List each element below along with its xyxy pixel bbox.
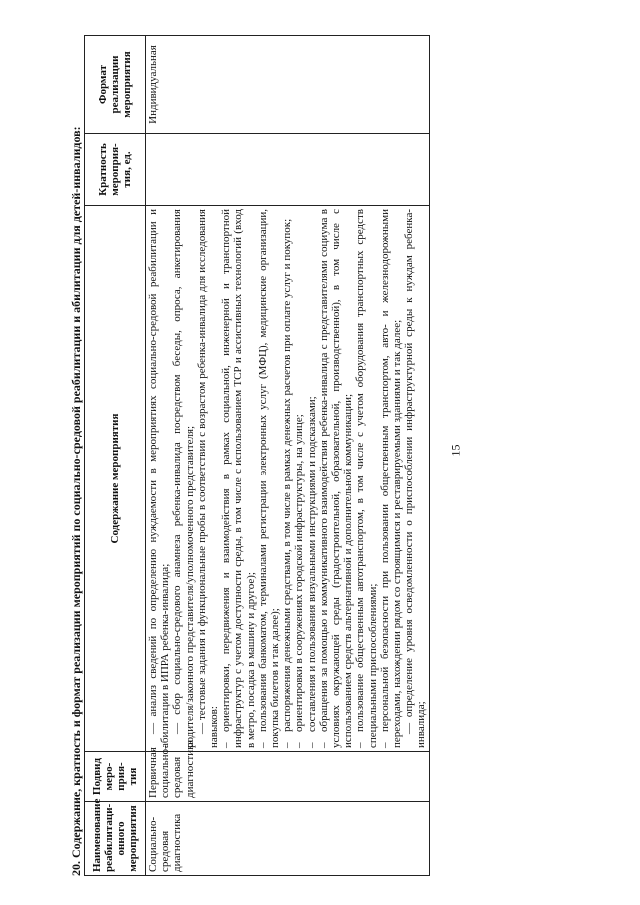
dash-glyph: – — [281, 742, 294, 748]
content-item: — тестовые задания и функциональные пробы в соответствии с возрастом ребенка-инвалида для исследования навыков: — [195, 209, 221, 748]
header-format: Формат реализации мероприятия — [85, 36, 146, 134]
content-subitem: –распоряжения денежными средствами, в том числе в рамках денежных расчетов при оплате услуг и покупок; — [281, 218, 294, 748]
content-subitem: –персональной безопасности при пользовании общественным транспортом, авто- и железнодорожными переходами, нахождении рядом со строящимися и реставрируемыми зданиями и так далее; — [378, 209, 404, 748]
rotated-page — [68, 36, 588, 876]
cell-name: Социально-средовая диагностика — [146, 802, 430, 876]
rehab-table — [84, 35, 430, 876]
dash-glyph: – — [317, 742, 330, 748]
content-subitem: –пользование общественным автотранспортом, в том числе с учетом оборудования транспортных средств специальными приспособлениями; — [354, 209, 379, 748]
dash-glyph: – — [305, 742, 318, 748]
cell-subtype: Первичная социально-средовая диагностика — [146, 752, 430, 802]
content-subitem: –ориентировки в сооружениях городской инфраструктуры, на улице; — [293, 414, 306, 748]
content-subitem: –пользования банкоматом, терминалами регистрации электронных услуг (МФЦ), медицинские организации, покупка билетов и так далее); — [256, 209, 282, 748]
cell-content — [146, 206, 430, 752]
dash-glyph: – — [220, 742, 233, 748]
table-row — [146, 36, 430, 876]
header-name: Наименование реабилитаци-онного мероприятия — [85, 802, 146, 876]
header-subtype: Подвид меро-прия-тия — [85, 752, 146, 802]
cell-format: Индивидуальная — [146, 36, 430, 134]
header-frequency: Кратность мероприя-тия, ед. — [85, 134, 146, 206]
cell-frequency — [146, 134, 430, 206]
content-subitem: –обращения за помощью и коммуникативного взаимодействия ребенка-инвалида с представителями социума в условиях окружающей среды (градостроительной, образовательной, производственной), в том числе с использованием средств альтернативной и дополнительной коммуникации; — [317, 209, 355, 748]
content-item: — сбор социально-средового анамнеза ребенка-инвалида посредством беседы, опроса, анкетирования родителя/законного представителя/уполномоченного представителя; — [171, 209, 196, 748]
page-number: 15 — [448, 444, 463, 457]
section-heading: 20. Содержание, кратность и формат реализации мероприятий по социально-средовой реабилитации и абилитации для детей-инвалидов: — [69, 126, 83, 876]
header-row — [85, 36, 146, 876]
dash-glyph: – — [256, 742, 269, 748]
header-content: Содержание мероприятия — [85, 206, 146, 752]
dash-glyph: – — [293, 742, 306, 748]
content-subitem: –ориентировки, передвижения и взаимодействия в рамках социальной, инженерной и транспортной инфраструктур с учетом доступности среды, в том числе с использованием ТСР и ассистивных технологий (вход в метро, посадка в машину и другое); — [220, 209, 257, 748]
dash-glyph: – — [378, 742, 391, 748]
content-item: — анализ сведений по определению нуждаемости в мероприятиях социально-средовой реабилитации и абилитации в ИПРА ребенка-инвалида; — [147, 209, 172, 748]
dash-glyph: – — [354, 742, 367, 748]
content-item: — определение уровня осведомленности о приспособлении инфраструктурной среды к нуждам ребенка-инвалида; — [403, 209, 428, 748]
content-subitem: –составления и пользования визуальными инструкциями и подсказками; — [305, 396, 318, 748]
